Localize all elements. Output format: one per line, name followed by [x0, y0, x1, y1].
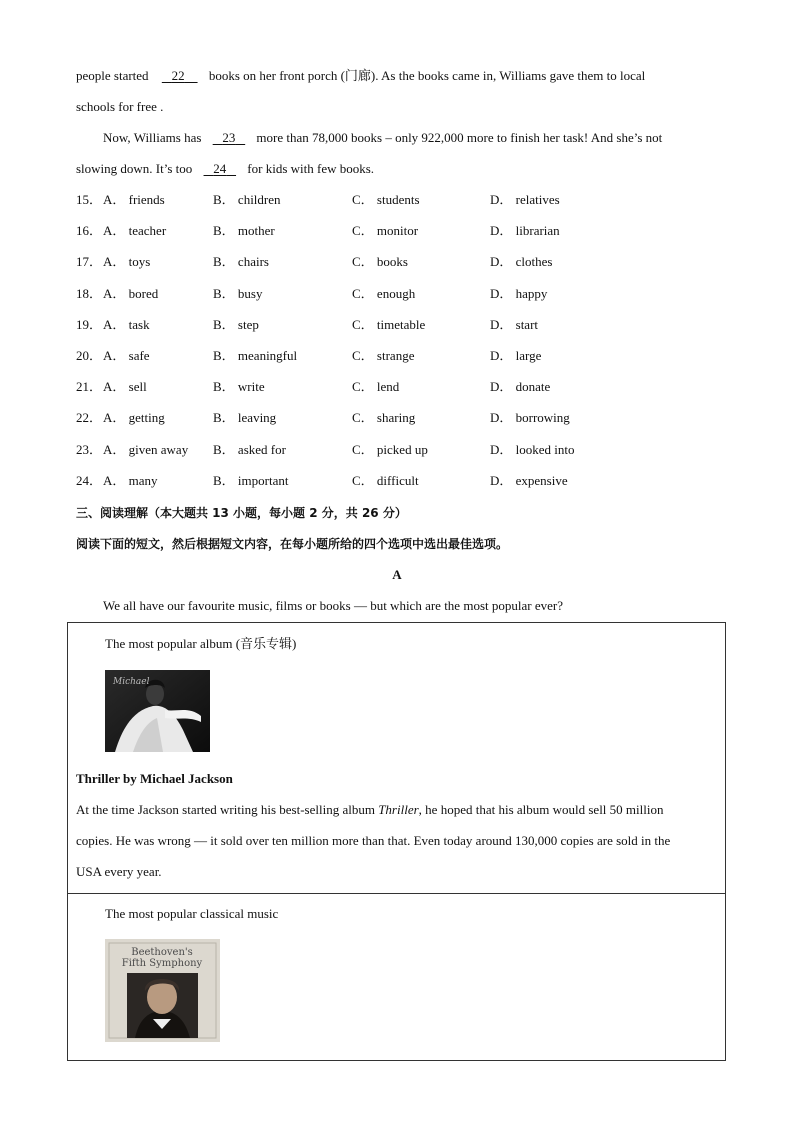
text: slowing down. It’s too [76, 161, 193, 176]
option-a: A． given away [103, 442, 189, 457]
option-d: D． borrowing [490, 410, 570, 425]
question-number: 16． [76, 223, 103, 238]
album-body-line-2: copies. He was wrong — it sold over ten million more than that. Even today around 130,000 copies are sold in the [76, 833, 671, 848]
question-number: 22． [76, 410, 103, 425]
question-number: 24． [76, 473, 103, 488]
option-c: C． sharing [352, 410, 416, 425]
album-box [67, 622, 726, 894]
section-instruction: 阅读下面的短文，然后根据短文内容，在每小题所给的四个选项中选出最佳选项。 [76, 537, 509, 551]
thriller-cover-image [105, 670, 210, 752]
question-row [76, 254, 716, 270]
option-c: C． students [352, 192, 420, 207]
question-row [76, 286, 716, 302]
passage-line-3 [103, 130, 662, 146]
question-row [76, 442, 716, 458]
question-row [76, 317, 716, 333]
option-d: D． librarian [490, 223, 560, 238]
text: , he hoped that his album would sell 50 million [418, 802, 664, 817]
option-b: B． chairs [213, 254, 269, 269]
beethoven-cover-image [105, 939, 220, 1042]
svg-text:Michael: Michael [113, 677, 150, 687]
question-row [76, 223, 716, 239]
blank-22: 22 [171, 68, 185, 83]
question-row [76, 410, 716, 426]
question-row [76, 348, 716, 364]
option-d: D． happy [490, 286, 548, 301]
passage-line-1 [76, 68, 645, 84]
option-b: B． leaving [213, 410, 277, 425]
option-b: B． write [213, 379, 265, 394]
intro-text: We all have our favourite music, films or books — but which are the most popular ever? [103, 598, 563, 613]
text: for kids with few books. [247, 161, 375, 176]
option-b: B． important [213, 473, 289, 488]
album-body-line-1 [76, 802, 663, 818]
blank-24: 24 [213, 161, 227, 176]
question-number: 21． [76, 379, 103, 394]
cover-text-1: Beethoven's [131, 947, 193, 958]
option-b: B． asked for [213, 442, 286, 457]
text: books on her front porch (门廊). As the books came in, Williams gave them to local [208, 68, 646, 83]
option-a: A． safe [103, 348, 150, 363]
option-a: A． sell [103, 379, 147, 394]
album-name-italic: Thriller [378, 802, 419, 817]
option-c: C． monitor [352, 223, 419, 238]
cover-text-2: Fifth Symphony [121, 958, 203, 969]
option-d: D． looked into [490, 442, 575, 457]
option-a: A． task [103, 317, 150, 332]
question-row [76, 192, 716, 208]
option-d: D． expensive [490, 473, 568, 488]
option-c: C． difficult [352, 473, 419, 488]
question-number: 17． [76, 254, 103, 269]
option-d: D． start [490, 317, 539, 332]
album-title: Thriller by Michael Jackson [76, 771, 233, 786]
option-c: C． picked up [352, 442, 428, 457]
option-a: A． teacher [103, 223, 167, 238]
option-a: A． toys [103, 254, 151, 269]
option-d: D． relatives [490, 192, 560, 207]
text: more than 78,000 books – only 922,000 more to finish her task! And she’s not [256, 130, 663, 145]
option-b: B． mother [213, 223, 275, 238]
question-number: 15． [76, 192, 103, 207]
section-heading: 三、阅读理解（本大题共 13 小题，每小题 2 分，共 26 分） [76, 506, 407, 520]
text: people started [76, 68, 149, 83]
question-row [76, 379, 716, 395]
option-b: B． meaningful [213, 348, 298, 363]
option-d: D． donate [490, 379, 551, 394]
passage-line-4 [76, 161, 374, 177]
option-c: C． books [352, 254, 408, 269]
part-label: A [392, 567, 402, 582]
option-d: D． clothes [490, 254, 553, 269]
option-a: A． friends [103, 192, 165, 207]
text: Now, Williams has [103, 130, 202, 145]
blank-23: 23 [222, 130, 236, 145]
option-b: B． step [213, 317, 259, 332]
question-number: 18． [76, 286, 103, 301]
option-b: B． busy [213, 286, 263, 301]
option-d: D． large [490, 348, 542, 363]
option-b: B． children [213, 192, 281, 207]
option-c: C． lend [352, 379, 400, 394]
passage-line-2: schools for free . [76, 99, 164, 114]
option-c: C． timetable [352, 317, 426, 332]
album-body-line-3: USA every year. [76, 864, 162, 879]
question-row [76, 473, 716, 489]
option-a: A． getting [103, 410, 165, 425]
question-number: 23． [76, 442, 103, 457]
option-c: C． strange [352, 348, 415, 363]
option-a: A． bored [103, 286, 159, 301]
classical-box [67, 893, 726, 1061]
text: At the time Jackson started writing his best-selling album [76, 802, 379, 817]
option-c: C． enough [352, 286, 416, 301]
question-number: 20． [76, 348, 103, 363]
album-caption: The most popular album (音乐专辑) [105, 636, 297, 651]
classical-caption: The most popular classical music [105, 906, 279, 921]
option-a: A． many [103, 473, 158, 488]
question-number: 19． [76, 317, 103, 332]
